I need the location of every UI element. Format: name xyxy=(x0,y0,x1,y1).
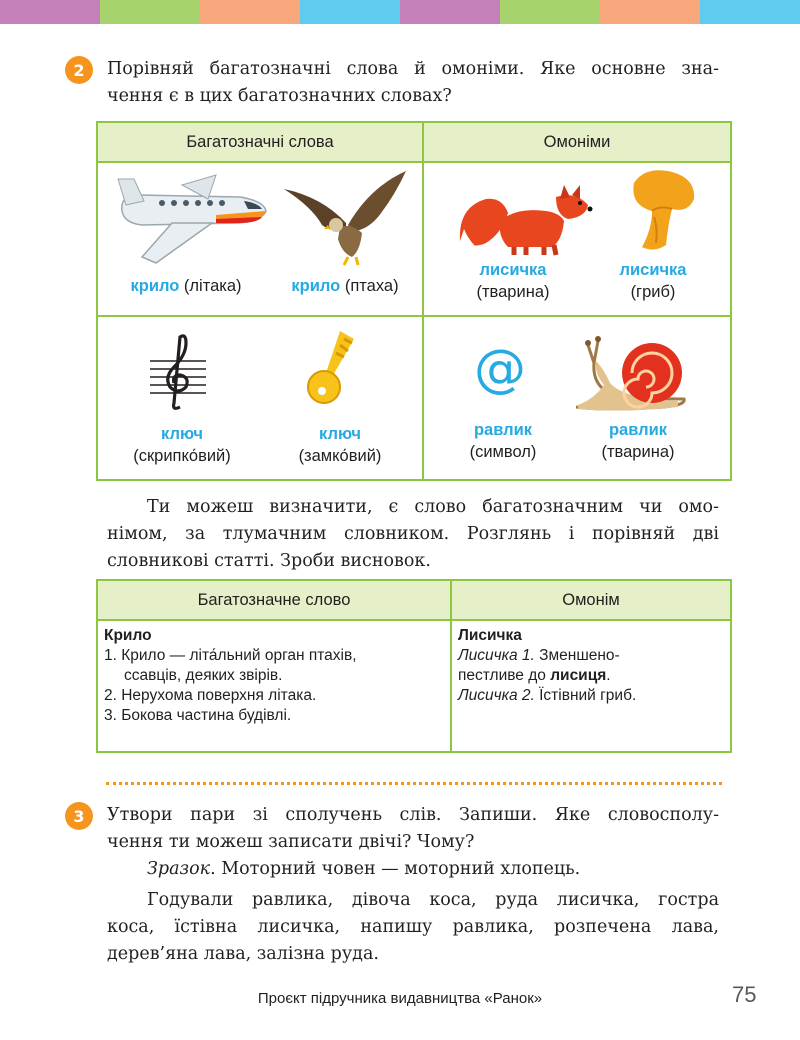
header-polysemous-word: Багатозначне слово xyxy=(98,581,450,621)
dictionary-table xyxy=(96,579,732,753)
task3-list-line: коса, їстівна лисичка, напишу равлика, розпечена лава, xyxy=(107,917,719,937)
intro-paragraph xyxy=(107,494,719,575)
paragraph-line: німом, за тлумачним словником. Розглянь і порівняй дві xyxy=(107,524,719,544)
sample-text: . Моторний човен — моторний хлопець. xyxy=(210,859,581,879)
entry-headword: Крило xyxy=(104,627,152,644)
table-divider xyxy=(422,123,424,479)
sample-label: Зразок xyxy=(147,859,211,879)
keyword: равлик xyxy=(473,421,533,439)
task3-instruction xyxy=(107,802,719,968)
table-divider xyxy=(98,315,730,317)
entry-text: Зменшено- xyxy=(534,647,620,664)
chanterelle-mushroom-icon xyxy=(624,165,700,255)
stripe-segment xyxy=(0,0,100,24)
entry-line: 1. Крило — літа́льний орган птахів, xyxy=(104,647,357,664)
at-sign-icon: @ xyxy=(474,339,526,399)
keyword: лисичка xyxy=(479,261,547,279)
entry-line: 2. Нерухома поверхня літака. xyxy=(104,687,317,704)
caption-wing-plane xyxy=(112,275,260,297)
keyword: ключ xyxy=(161,425,203,443)
caption-snail xyxy=(578,419,698,463)
task3-line: чення ти можеш записати двічі? Чому? xyxy=(107,832,475,852)
stripe-segment xyxy=(300,0,400,24)
paragraph-line: словникові статті. Зроби висновок. xyxy=(107,551,431,571)
caption-note: (тварина) xyxy=(601,443,675,461)
caption-clef xyxy=(120,423,244,467)
entry-line: 3. Бокова частина будівлі. xyxy=(104,707,292,724)
caption-key xyxy=(278,423,402,467)
task-number-badge: 2 xyxy=(65,56,93,84)
entry-label: Лисичка 1. xyxy=(458,647,535,664)
paragraph-line: Ти можеш визначити, є слово багатозначним чи омо- xyxy=(147,497,719,517)
table-divider xyxy=(450,581,452,751)
caption-note: (скрипко́вий) xyxy=(133,447,231,465)
entry-line xyxy=(458,646,728,666)
caption-wing-bird xyxy=(276,275,414,297)
keyword: крило xyxy=(291,277,341,295)
stripe-segment xyxy=(700,0,800,24)
entry-lysychka xyxy=(458,626,728,706)
caption-note: (замко́вий) xyxy=(298,447,382,465)
treble-clef-icon xyxy=(150,331,206,415)
keyword: лисичка xyxy=(619,261,687,279)
entry-bold-word: лисиця xyxy=(550,667,607,684)
caption-mushroom xyxy=(598,259,708,303)
eagle-icon xyxy=(282,167,412,267)
task3-list-line: дерев’яна лава, залізна руда. xyxy=(107,944,379,964)
keyword: равлик xyxy=(608,421,668,439)
keyword: крило xyxy=(130,277,180,295)
section-divider xyxy=(106,782,722,785)
keyword: ключ xyxy=(319,425,361,443)
caption-note: (тварина) xyxy=(476,283,550,301)
task2-instruction xyxy=(107,56,719,110)
task2-line: Порівняй багатозначні слова й омоніми. Яке основне зна- xyxy=(107,59,719,79)
top-color-stripe xyxy=(0,0,800,24)
fox-icon xyxy=(456,177,596,257)
entry-line xyxy=(458,666,728,686)
entry-label: Лисичка 2. xyxy=(458,687,535,704)
entry-headword: Лисичка xyxy=(458,627,522,644)
entry-text: пестливе до xyxy=(458,667,551,684)
entry-text: . xyxy=(606,667,611,684)
key-icon xyxy=(304,325,362,409)
airplane-icon xyxy=(112,165,272,265)
task3-sample xyxy=(107,856,719,883)
header-homonyms: Омоніми xyxy=(424,123,730,163)
caption-note: (символ) xyxy=(469,443,537,461)
snail-icon xyxy=(574,333,690,415)
entry-krylo xyxy=(104,626,446,726)
page-number: 75 xyxy=(732,982,757,1007)
entry-text: Їстівний гриб. xyxy=(534,687,637,704)
caption-note: (літака) xyxy=(183,277,242,295)
header-homonym: Омонім xyxy=(452,581,730,621)
stripe-segment xyxy=(100,0,200,24)
entry-line: ссавців, деяких звірів. xyxy=(124,667,283,684)
caption-fox xyxy=(448,259,578,303)
entry-line xyxy=(458,686,728,706)
caption-note: (гриб) xyxy=(630,283,676,301)
task-number-badge: 3 xyxy=(65,802,93,830)
caption-note: (птаха) xyxy=(344,277,399,295)
stripe-segment xyxy=(600,0,700,24)
stripe-segment xyxy=(200,0,300,24)
task3-line: Утвори пари зі сполучень слів. Запиши. Яке словосполу- xyxy=(107,805,719,825)
task3-list-line: Годували равлика, дівоча коса, руда лисичка, гостра xyxy=(147,890,719,910)
stripe-segment xyxy=(400,0,500,24)
stripe-segment xyxy=(500,0,600,24)
header-polysemous: Багатозначні слова xyxy=(98,123,422,163)
footer-publisher: Проєкт підручника видавництва «Ранок» xyxy=(257,990,543,1007)
task2-line: чення є в цих багатозначних словах? xyxy=(107,86,452,106)
caption-at-sign xyxy=(448,419,558,463)
picture-table xyxy=(96,121,732,481)
